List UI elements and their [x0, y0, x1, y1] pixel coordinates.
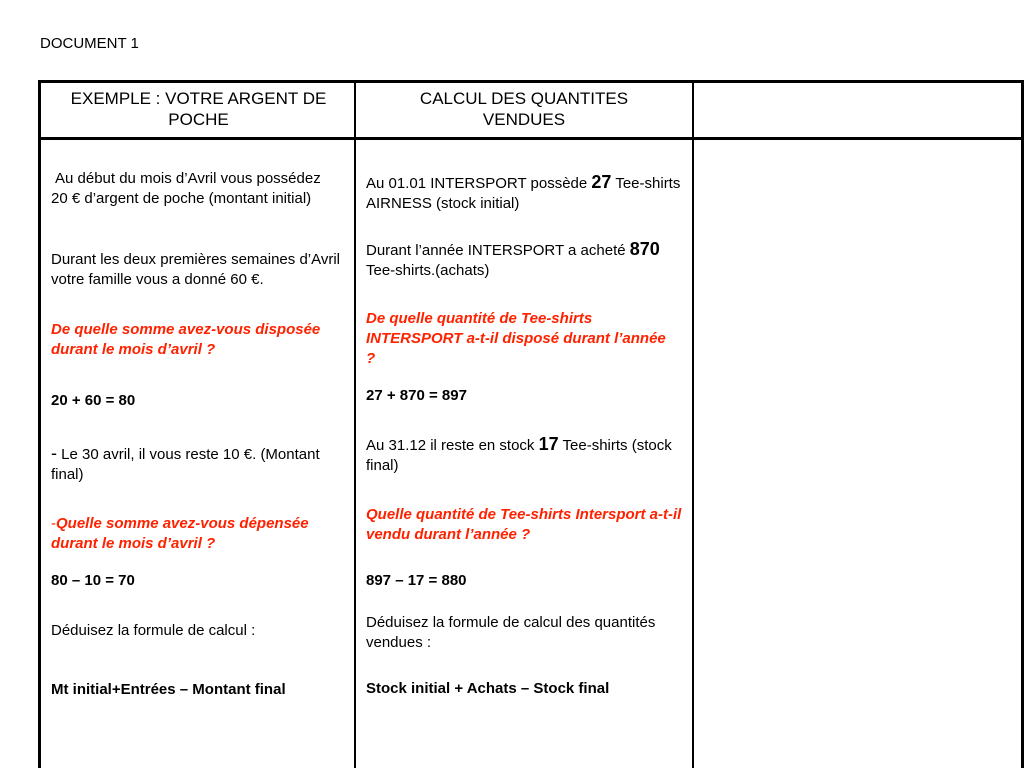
- col1-answer-2: 80 – 10 = 70: [51, 572, 135, 589]
- col1-initial-text: Au début du mois d’Avril vous possédez 20 € d’argent de poche (montant initial): [51, 170, 321, 207]
- col1-deduce-text: Déduisez la formule de calcul :: [51, 622, 256, 639]
- table-column-divider-1: [354, 80, 356, 768]
- col2-initial-text: Au 01.01 INTERSPORT possède 27 Tee-shirts AIRNESS (stock initial): [366, 172, 681, 212]
- header-cell-2: CALCUL DES QUANTITES VENDUES: [419, 89, 629, 129]
- table-column-divider-2: [692, 80, 694, 768]
- col2-formula: Stock initial + Achats – Stock final: [366, 680, 610, 697]
- col2-deduce-text: Déduisez la formule de calcul des quantités vendues :: [366, 614, 656, 651]
- table-border-left: [38, 80, 41, 768]
- col2-answer-2: 897 – 17 = 880: [366, 572, 467, 589]
- col1-family-text: Durant les deux premières semaines d’Avril votre famille vous a donné 60 €.: [51, 251, 341, 288]
- col1-question-1: De quelle somme avez-vous disposée durant le mois d’avril ?: [51, 321, 321, 358]
- table-border-top: [38, 80, 1024, 83]
- col2-answer-1: 27 + 870 = 897: [366, 387, 467, 404]
- col2-question-2: Quelle quantité de Tee-shirts Intersport a-t-il vendu durant l’année ?: [366, 506, 682, 543]
- column-3-body: [695, 140, 1020, 768]
- col1-formula: Mt initial+Entrées – Montant final: [51, 681, 286, 698]
- col1-final-text: - Le 30 avril, il vous reste 10 €. (Montant final): [51, 443, 320, 483]
- col1-question-2: -Quelle somme avez-vous dépensée durant le mois d’avril ?: [51, 515, 309, 552]
- col1-answer-1: 20 + 60 = 80: [51, 392, 136, 409]
- col2-purchases-text: Durant l’année INTERSPORT a acheté 870 Tee-shirts.(achats): [366, 239, 660, 279]
- col2-question-1: De quelle quantité de Tee-shirts INTERSPORT a-t-il disposé durant l’année ?: [366, 310, 666, 367]
- document-title: DOCUMENT 1: [40, 35, 139, 52]
- col2-final-text: Au 31.12 il reste en stock 17 Tee-shirts (stock final): [366, 434, 672, 474]
- header-cell-1: EXEMPLE : VOTRE ARGENT DE POCHE: [70, 89, 327, 129]
